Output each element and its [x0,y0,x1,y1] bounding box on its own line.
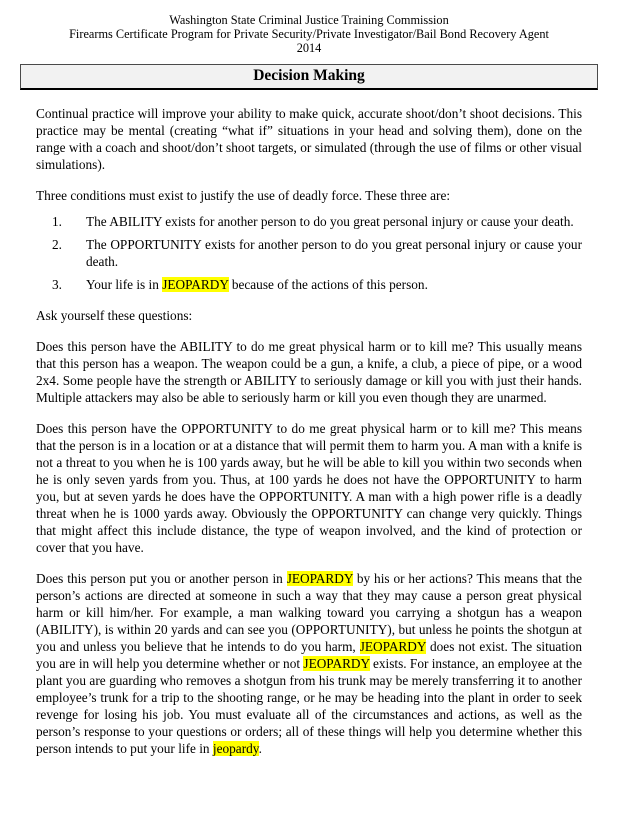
condition-number: 3. [52,277,62,292]
jeopardy-highlight: JEOPARDY [162,277,229,292]
jeopardy-highlight: jeopardy [212,741,259,756]
condition-number: 2. [52,237,62,252]
document-header [0,0,618,55]
paragraph-ask-questions: Ask yourself these questions: [36,308,193,323]
jeopardy-highlight: JEOPARDY [359,639,427,654]
condition-text: The ABILITY exists for another person to do you great personal injury or cause your death. [86,214,574,229]
condition-text: The OPPORTUNITY exists for another person to do you great personal injury or cause your death. [86,237,582,269]
paragraph-opportunity: Does this person have the OPPORTUNITY to do me great physical harm or to kill me? This means that the person is in a location or at a distance that will permit them to harm you. A man with a knife is not a threat to you when he is 100 yards away, but he will be able to kill you within two seconds when he is only seven yards from you. Thus, at 100 yards he does not have the OPPORTUNITY to harm you, but at seven yards he does have the OPPORTUNITY. A man with a high power rifle is a deadly threat when he is 1000 yards away. Obviously the OPPORTUNITY can change very quickly. Things that might affect this include distance, the type of weapon involved, and the kind of protection or cover that you have. [36,421,582,555]
condition-item-jeopardy [36,276,582,293]
paragraph-ability: Does this person have the ABILITY to do me great physical harm or to kill me? This usually means that this person has a weapon. The weapon could be a gun, a knife, a club, a piece of pipe, or a wood 2x4. Some people have the strength or ABILITY to seriously damage or kill you with just their hands. Multiple attackers may also be able to seriously harm or kill you even though they are unarmed. [36,339,582,405]
condition-number: 1. [52,214,62,229]
header-commission-line: Washington State Criminal Justice Training Commission [169,13,449,27]
paragraph-run: exists. For instance, an employee at the plant you are guarding who removes a shotgun from his trunk may be merely transferring it to another employee’s trunk for a trip to the shooting range, or he may be heading into the plant in order to seek revenge for losing his job. You must evaluate all of the circumstances and actions, as well as the person’s response to your questions or orders; all of these things will help you determine whether this person intends to put your life in [36,656,583,756]
header-year-line: 2014 [296,41,322,55]
jeopardy-highlight: JEOPARDY [286,571,353,586]
paragraph-three-conditions-lead: Three conditions must exist to justify the use of deadly force. These three are: [36,188,451,203]
condition-text [86,276,582,293]
condition-text-run: because of the actions of this person. [228,277,428,292]
condition-item-opportunity [36,236,582,270]
jeopardy-highlight: JEOPARDY [303,656,370,671]
condition-text-run: Your life is in [86,277,163,292]
section-title-box [20,64,598,90]
document-body [36,105,582,757]
condition-item-ability [36,213,582,230]
section-title: Decision Making [253,67,365,84]
paragraph-run: does not exist. The situation you are in will help you determine whether or not [36,639,583,671]
paragraph-continual-practice: Continual practice will improve your ability to make quick, accurate shoot/don’t shoot decisions. This practice may be mental (creating “what if” situations in your head and solving them), done on the range with a coach and shoot/don’t shoot targets, or simulated (through the use of films or other visual simulations). [36,106,582,172]
paragraph-jeopardy [36,570,582,757]
header-program-line: Firearms Certificate Program for Private Security/Private Investigator/Bail Bond Recovery Agent [69,27,549,41]
paragraph-run: by his or her actions? This means that the person’s actions are directed at someone in such a way that they may cause a person great physical harm or kill him/her. For example, a man walking toward you carrying a shotgun has a weapon (ABILITY), is within 20 yards and can see you (OPPORTUNITY), but unless he points the shotgun at you and unless you believe that he intends to do you harm, [36,571,582,654]
paragraph-run: Does this person put you or another person in [36,571,287,586]
conditions-list [36,213,582,293]
paragraph-run: . [258,741,262,756]
